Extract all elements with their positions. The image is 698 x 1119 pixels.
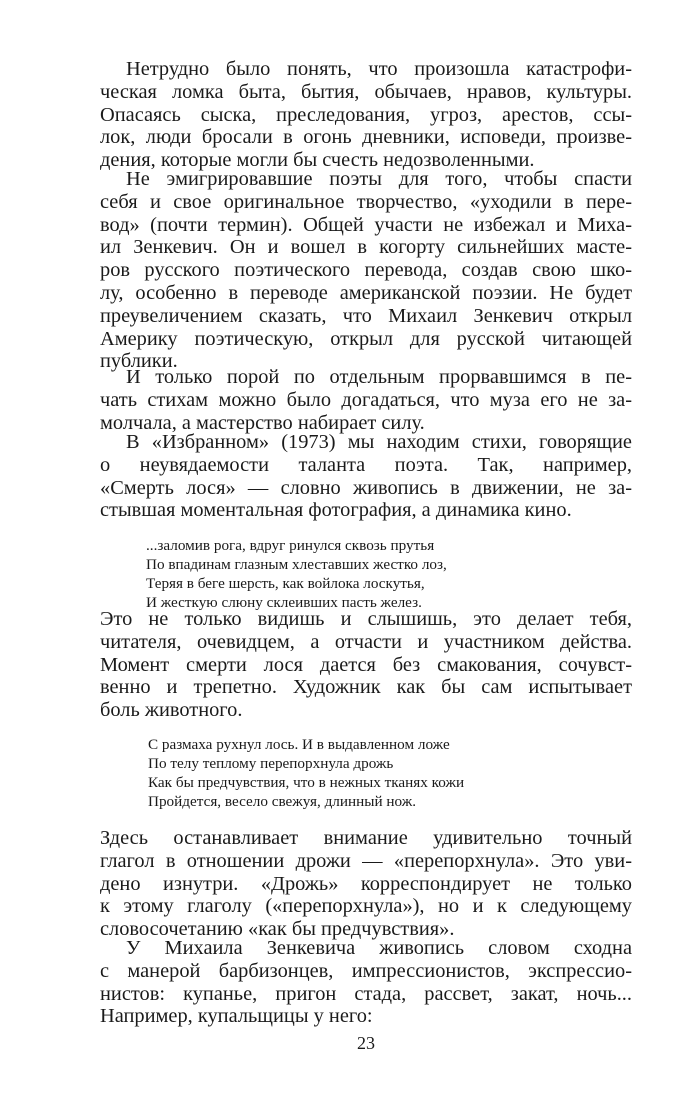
text-line: вод» (почти термин). Общей участи не избежал и Миха- [100, 213, 632, 236]
poem-line: И жесткую слюну склеивших пасть желез. [146, 594, 422, 611]
poem-line: Теряя в беге шерсть, как войлока лоскутья, [146, 575, 425, 592]
text-line: лок, люди бросали в огонь дневники, исповеди, произве- [100, 126, 632, 149]
text-line: боль животного. [100, 699, 243, 722]
paragraph-7 [100, 937, 632, 1028]
book-page [100, 0, 632, 1119]
text-line: дения, которые могли бы счесть недозволенными. [100, 149, 535, 172]
poem-line: По телу теплому перепорхнула дрожь [148, 755, 394, 772]
text-line: лу, особенно в переводе американской поэзии. Не будет [100, 281, 632, 304]
text-line: венно и трепетно. Художник как бы сам испытывает [100, 676, 632, 699]
text-line: У Михаила Зенкевича живопись словом сходна [126, 937, 632, 959]
poem-line: С размаха рухнул лось. И в выдавленном ложе [148, 736, 450, 753]
text-line: ческая ломка быта, бытия, обычаев, нравов, культуры. [100, 80, 632, 103]
text-line: стывшая моментальная фотография, а динамика кино. [100, 499, 572, 522]
text-line: дено изнутри. «Дрожь» корреспондирует не только [100, 872, 632, 895]
text-line: Нетрудно было понять, что произошла катастрофи- [126, 58, 632, 80]
paragraph-6 [100, 827, 632, 941]
text-line: чать стихам можно было догадаться, что муза его не за- [100, 388, 632, 411]
text-line: читателя, очевидцем, а отчасти и участником действа. [100, 630, 632, 653]
text-line: ров русского поэтического перевода, создав свою шко- [100, 259, 632, 282]
paragraph-5 [100, 608, 632, 722]
text-line: Это не только видишь и слышишь, это делает тебя, [100, 608, 632, 630]
text-line: Момент смерти лося дается без смакования, сочувст- [100, 653, 632, 676]
text-line: к этому глаголу («перепорхнула»), но и к следующему [100, 895, 632, 918]
paragraph-3 [100, 366, 632, 434]
poem-line: ...заломив рога, вдруг ринулся сквозь прутья [146, 537, 435, 554]
paragraph-1 [100, 58, 632, 172]
text-line: о неувядаемости таланта поэта. Так, например, [100, 453, 632, 476]
text-line: глагол в отношении дрожи — «перепорхнула». Это уви- [100, 849, 632, 872]
text-line: ил Зенкевич. Он и вошел в когорту сильнейших масте- [100, 236, 632, 259]
page-number: 23 [357, 1033, 375, 1053]
poem-quote-2 [148, 735, 464, 811]
text-line: публики. [100, 350, 178, 373]
text-line: В «Избранном» (1973) мы находим стихи, говорящие [126, 431, 632, 453]
paragraph-4 [100, 431, 632, 522]
text-line: преувеличением сказать, что Михаил Зенкевич открыл [100, 304, 632, 327]
text-line: словосочетанию «как бы предчувствия». [100, 918, 455, 941]
text-line: с манерой барбизонцев, импрессионистов, экспрессио- [100, 959, 632, 982]
poem-line: По впадинам глазным хлеставших жестко лоз, [146, 556, 447, 573]
text-line: молчала, а мастерство набирает силу. [100, 411, 425, 434]
text-line: И только порой по отдельным прорвавшимся в пе- [126, 366, 632, 388]
text-line: «Смерть лося» — словно живопись в движении, не за- [100, 476, 632, 499]
text-line: Америку поэтическую, открыл для русской читающей [100, 327, 632, 350]
poem-line: Как бы предчувствия, что в нежных тканях кожи [148, 774, 465, 791]
text-line: Например, купальщицы у него: [100, 1005, 373, 1028]
text-line: Опасаясь сыска, преследования, угроз, арестов, ссы- [100, 103, 632, 126]
text-line: нистов: купанье, пригон стада, рассвет, закат, ночь... [100, 982, 632, 1005]
text-line: себя и свое оригинальное творчество, «уходили в пере- [100, 190, 632, 213]
paragraph-2 [100, 168, 632, 373]
poem-quote-1 [146, 536, 447, 612]
text-line: Здесь останавливает внимание удивительно точный [100, 827, 632, 849]
text-line: Не эмигрировавшие поэты для того, чтобы спасти [126, 168, 632, 190]
poem-line: Пройдется, весело свежуя, длинный нож. [148, 793, 417, 810]
